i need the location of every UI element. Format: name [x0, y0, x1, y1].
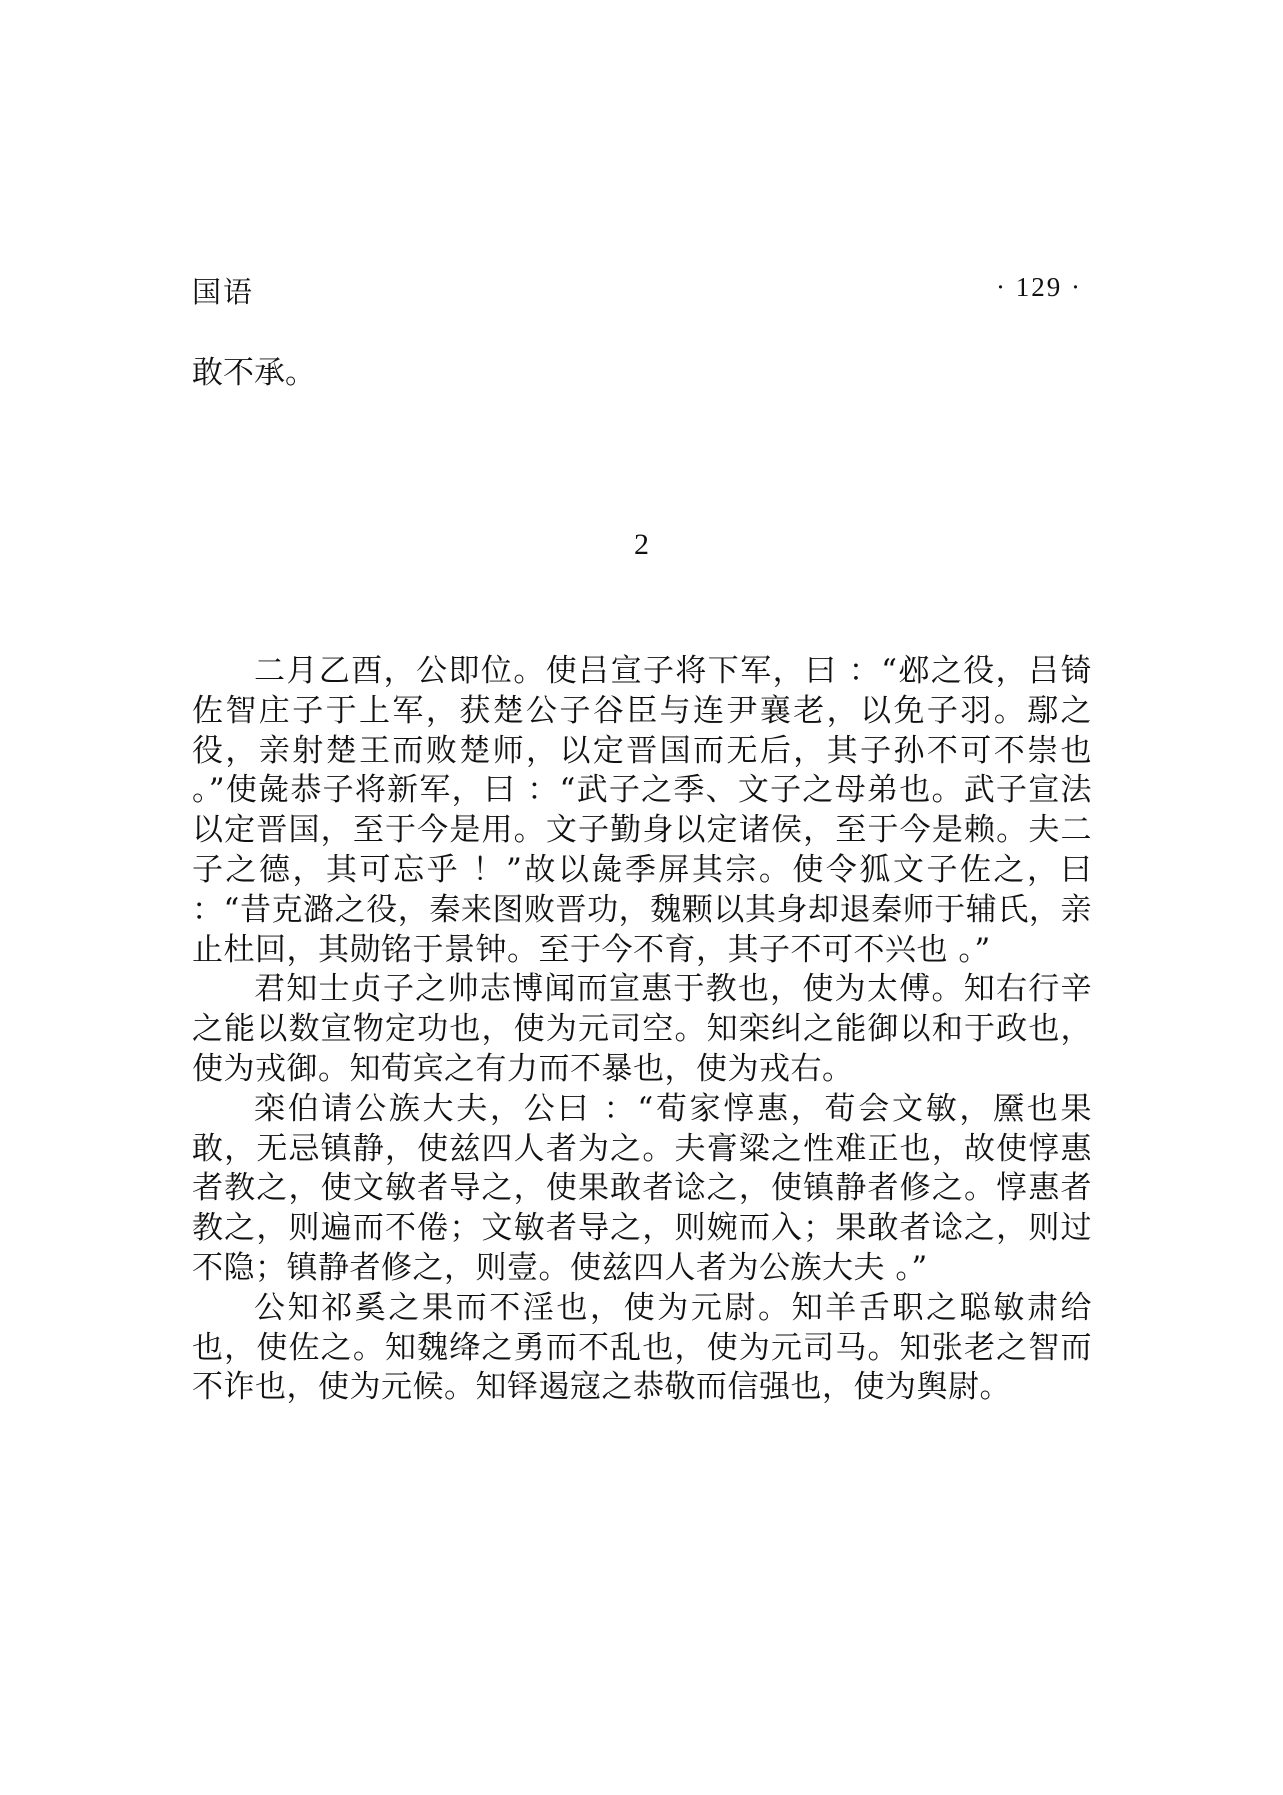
book-title: 国语 — [192, 275, 255, 309]
paragraph: 栾伯请公族大夫，公曰 ：“荀家惇惠，荀会文敏，黡也果敢，无忌镇静，使兹四人者为之。夫膏粱之性难正也，故使惇惠者教之，使文敏者导之，使果敢者谂之，使镇静者修之。惇惠者教之，则遍而不倦；文敏者导之，则婉而入；果敢者谂之，则过不隐；镇静者修之，则壹。使兹四人者为公族大夫 。” — [192, 1090, 1092, 1286]
continuation-text: 敢不承。 — [192, 355, 316, 391]
paragraph: 公知祁奚之果而不淫也，使为元尉。知羊舌职之聪敏肃给也，使佐之。知魏绛之勇而不乱也，使为元司马。知张老之智而不诈也，使为元候。知铎遏寇之恭敬而信强也，使为舆尉。 — [192, 1289, 1092, 1406]
section-number: 2 — [634, 528, 649, 561]
body-text — [192, 652, 1092, 1408]
running-header — [192, 270, 1082, 310]
paragraph: 二月乙酉，公即位。使吕宣子将下军，曰 ：“邲之役，吕锜佐智庄子于上军，获楚公子谷臣与连尹襄老，以免子羽。鄢之役，亲射楚王而败楚师，以定晋国而无后，其子孙不可不崇也 。”使彘恭子将新军，曰 ：“武子之季、文子之母弟也。武子宣法以定晋国，至于今是用。文子勤身以定诸侯，至于今是赖。夫二子之德，其可忘乎 ！”故以彘季屏其宗。使令狐文子佐之，曰 ：“昔克潞之役，秦来图败晋功，魏颗以其身却退秦师于辅氏，亲止杜回，其勋铭于景钟。至于今不育，其子不可不兴也 。” — [192, 653, 1092, 968]
paragraph: 君知士贞子之帅志博闻而宣惠于教也，使为太傅。知右行辛之能以数宣物定功也，使为元司空。知栾纠之能御以和于政也，使为戎御。知荀宾之有力而不暴也，使为戎右。 — [192, 971, 1092, 1087]
page-number: · 129 · — [996, 272, 1082, 302]
